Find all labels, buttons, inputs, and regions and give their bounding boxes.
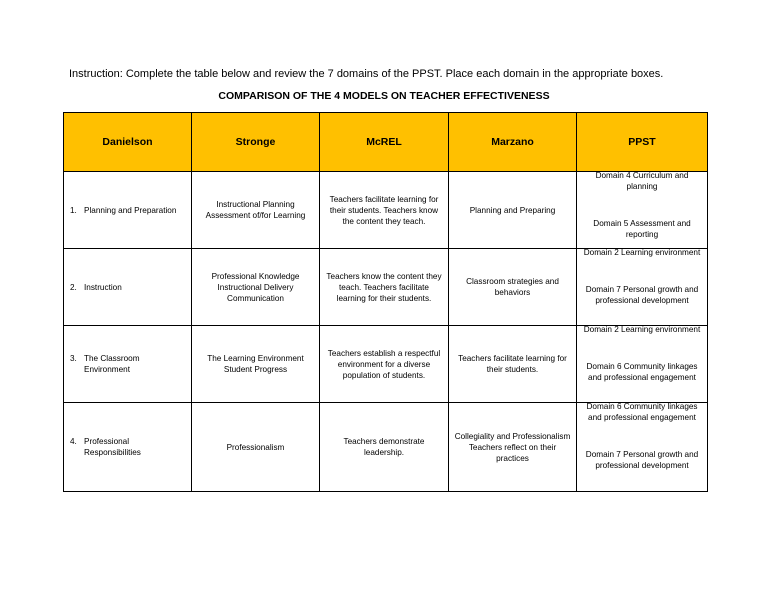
row-number: 2. [70, 282, 77, 292]
ppst-domain-b: Domain 5 Assessment and reporting [593, 219, 691, 239]
ppst-cell [577, 172, 708, 249]
table-row [64, 249, 708, 326]
danielson-text: Professional Responsibilities [84, 437, 141, 457]
row-number: 3. [70, 354, 77, 363]
stronge-cell: Professional Knowledge Instructional Delivery Communication [192, 249, 320, 326]
danielson-cell [64, 249, 192, 326]
danielson-text: The Classroom Environment [84, 354, 140, 374]
ppst-domain-a: Domain 6 Community linkages and professional engagement [586, 402, 698, 422]
page-title: COMPARISON OF THE 4 MODELS ON TEACHER EFFECTIVENESS [218, 90, 550, 102]
ppst-domain-a: Domain 2 Learning environment [583, 325, 701, 334]
header-danielson: Danielson [64, 113, 192, 172]
danielson-text: Planning and Preparation [84, 205, 177, 215]
row-number: 4. [70, 437, 77, 446]
marzano-cell: Classroom strategies and behaviors [449, 249, 577, 326]
marzano-cell: Planning and Preparing [449, 172, 577, 249]
mcrel-cell: Teachers know the content they teach. Teachers facilitate learning for their students. [320, 249, 449, 326]
stronge-cell: Instructional Planning Assessment of/for Learning [192, 172, 320, 249]
stronge-cell: The Learning Environment Student Progress [192, 326, 320, 403]
header-ppst: PPST [577, 113, 708, 172]
ppst-cell [577, 249, 708, 326]
ppst-domain-a: Domain 4 Curriculum and planning [595, 171, 689, 191]
danielson-text: Instruction [84, 282, 122, 292]
ppst-cell [577, 403, 708, 492]
table-row [64, 326, 708, 403]
mcrel-cell: Teachers facilitate learning for their students. Teachers know the content they teach. [320, 172, 449, 249]
header-stronge: Stronge [192, 113, 320, 172]
ppst-domain-b: Domain 6 Community linkages and professional engagement [586, 362, 698, 382]
stronge-cell: Professionalism [192, 403, 320, 492]
header-marzano: Marzano [449, 113, 577, 172]
table-row [64, 403, 708, 492]
marzano-cell: Collegiality and Professionalism Teachers reflect on their practices [449, 403, 577, 492]
instruction-text: Instruction: Complete the table below and review the 7 domains of the PPST. Place each domain in the appropriate boxes. [69, 68, 664, 80]
ppst-cell [577, 326, 708, 403]
danielson-cell [64, 403, 192, 492]
mcrel-cell: Teachers demonstrate leadership. [320, 403, 449, 492]
danielson-cell [64, 172, 192, 249]
row-number: 1. [70, 205, 77, 215]
header-mcrel: McREL [320, 113, 449, 172]
danielson-cell [64, 326, 192, 403]
table-row [64, 172, 708, 249]
comparison-table [63, 112, 708, 492]
ppst-domain-b: Domain 7 Personal growth and professional development [585, 285, 699, 305]
mcrel-cell: Teachers establish a respectful environment for a diverse population of students. [320, 326, 449, 403]
header-row [64, 113, 708, 172]
marzano-cell: Teachers facilitate learning for their students. [449, 326, 577, 403]
ppst-domain-a: Domain 2 Learning environment [583, 248, 701, 257]
ppst-domain-b: Domain 7 Personal growth and professional development [585, 450, 699, 470]
